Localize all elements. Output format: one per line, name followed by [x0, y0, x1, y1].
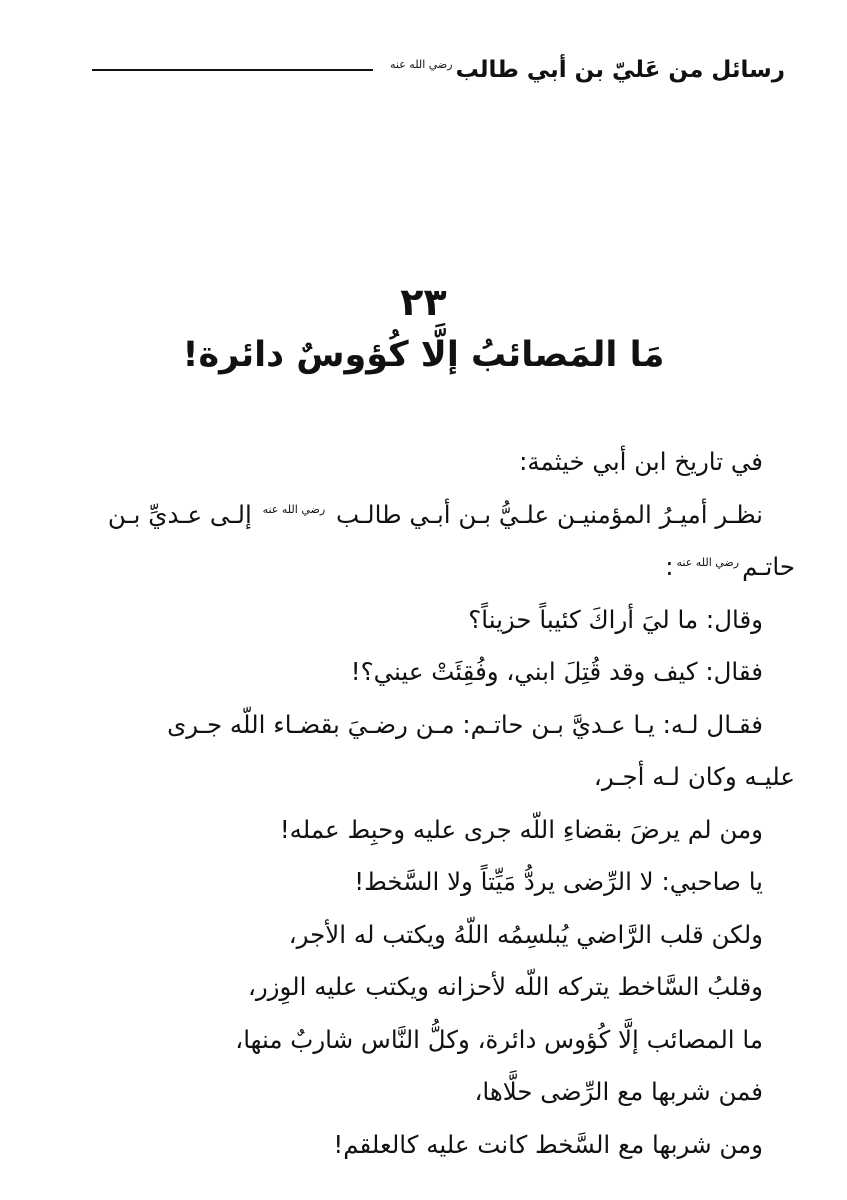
honorific-mark: رضي الله عنه	[262, 503, 326, 517]
running-title-text: رسائل من عَليّ بن أبي طالب	[455, 57, 785, 83]
body-line: في تاريخ ابن أبي خيثمة:	[519, 447, 763, 476]
chapter-title: مَا المَصائبُ إلَّا كُؤوسٌ دائرة!	[182, 335, 665, 375]
honorific-mark: رضي الله عنه	[676, 555, 740, 569]
body-line: ومن شربها مع السَّخط كانت عليه كالعلقم!	[333, 1129, 763, 1159]
body-text	[95, 436, 795, 1171]
running-title	[373, 52, 785, 88]
body-line: ولكن قلب الرَّاضي يُبلسِمُه اللّهُ ويكتب له الأجر،	[288, 919, 763, 949]
body-line: وقلبُ السَّاخط يتركه اللّه لأحزانه ويكتب عليه الوِزر،	[247, 972, 763, 1001]
body-line: يا صاحبي: لا الرِّضى يردُّ مَيِّتاً ولا السَّخط!	[354, 867, 763, 896]
body-line: ومن لم يرضَ بقضاءِ اللّه جرى عليه وحبِط عمله!	[279, 814, 763, 844]
body-line: فمن شربها مع الرِّضى حلَّاها،	[474, 1077, 763, 1106]
body-line: عليـه وكان لـه أجـر،	[593, 762, 795, 791]
honorific-mark: رضي الله عنه	[390, 58, 453, 72]
body-line: نظـر أميـرُ المؤمنيـن علـيُّ بـن أبـي طالـب رضي الله عنه إلـى عـديِّ بـن	[107, 499, 763, 529]
header-rule	[92, 69, 373, 71]
body-line: وقال: ما ليَ أراكَ كئيباً حزيناً؟	[468, 604, 763, 634]
body-line: حاتـمرضي الله عنه:	[665, 552, 795, 581]
running-header	[92, 52, 785, 88]
body-line: فقال: كيف وقد قُتِلَ ابني، وفُقِئَتْ عيني؟!	[350, 657, 763, 686]
chapter-number: ٢٣	[400, 280, 447, 324]
body-line: فقـال لـه: يـا عـديَّ بـن حاتـم: مـن رضـيَ بقضـاء اللّه جـرى	[167, 709, 763, 739]
body-line: ما المصائب إلَّا كُؤوس دائرة، وكلُّ النَّاس شاربٌ منها،	[235, 1024, 763, 1054]
